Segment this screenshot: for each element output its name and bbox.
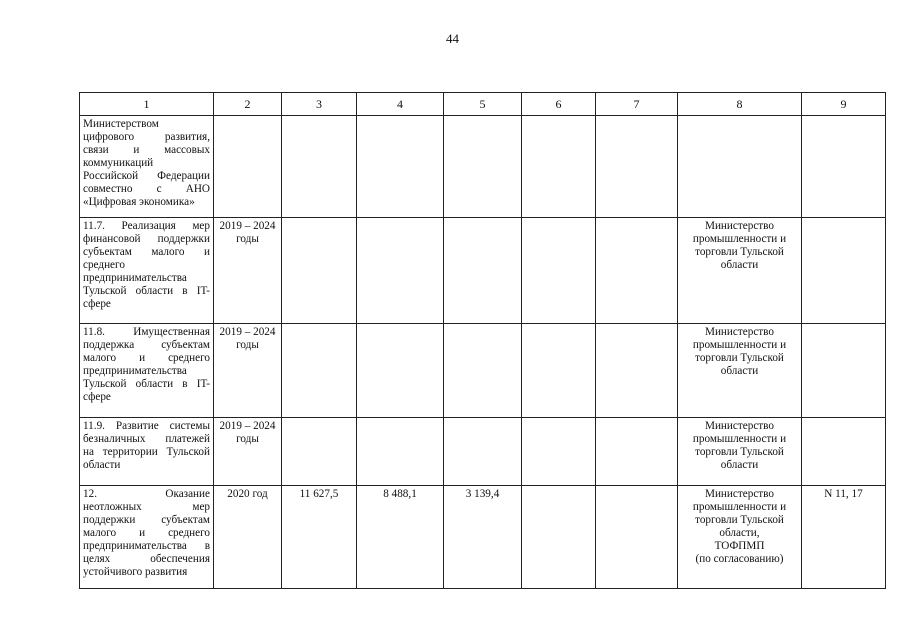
executor-cell xyxy=(678,218,802,324)
cell-line: коммуникаций xyxy=(83,157,154,169)
funding-col7-cell xyxy=(596,218,678,324)
period-cell xyxy=(214,218,282,324)
measure-name-cell xyxy=(80,418,214,486)
cell-line: сфере xyxy=(83,391,111,403)
funding-col5-cell xyxy=(444,116,522,218)
total-funding-cell xyxy=(282,418,357,486)
header-cell: 4 xyxy=(357,93,444,116)
cell-line: 2020 год xyxy=(227,488,268,500)
cell-line: Российской Федерации xyxy=(83,170,210,182)
cell-line: 11.8. Имущественная xyxy=(83,326,210,338)
funding-col7-cell xyxy=(596,116,678,218)
table-row xyxy=(80,418,886,486)
header-cell: 6 xyxy=(522,93,596,116)
cell-line: совместно с АНО xyxy=(83,183,210,195)
cell-line: Министерство xyxy=(705,420,774,432)
total-funding-cell xyxy=(282,218,357,324)
cell-line: предпринимательства xyxy=(83,272,187,284)
cell-line: области xyxy=(720,365,759,377)
cell-line: промышленности и xyxy=(692,501,787,513)
funding-col5-cell xyxy=(444,218,522,324)
period-cell xyxy=(214,116,282,218)
cell-line: сфере xyxy=(83,298,111,310)
funding-col6-cell xyxy=(522,324,596,418)
table-body xyxy=(80,116,886,589)
cell-line: 2019 – 2024 xyxy=(219,326,276,338)
indicator-cell xyxy=(802,324,886,418)
funding-col6-cell xyxy=(522,218,596,324)
cell-line: Министерством xyxy=(83,118,159,130)
cell-line: поддержки субъектам xyxy=(83,514,210,526)
cell-line: связи и массовых xyxy=(83,144,210,156)
cell-line: ТОФПМП xyxy=(714,540,765,552)
cell-line: среднего xyxy=(83,259,125,271)
header-cell: 2 xyxy=(214,93,282,116)
measure-name-cell xyxy=(80,218,214,324)
cell-line: целях обеспечения xyxy=(83,553,210,565)
cell-line: неотложных мер xyxy=(83,501,210,513)
cell-line: финансовой поддержки xyxy=(83,233,210,245)
measure-name-cell xyxy=(80,324,214,418)
measure-name-cell xyxy=(80,486,214,589)
executor-cell xyxy=(678,116,802,218)
header-cell: 3 xyxy=(282,93,357,116)
cell-line: годы xyxy=(236,339,259,351)
period-cell xyxy=(214,324,282,418)
funding-col7-cell xyxy=(596,486,678,589)
indicator-cell xyxy=(802,418,886,486)
measures-table xyxy=(79,92,886,589)
cell-line: субъектам малого и xyxy=(83,246,210,258)
funding-col7-cell xyxy=(596,324,678,418)
total-funding-cell: 11 627,5 xyxy=(282,486,357,589)
executor-cell xyxy=(678,418,802,486)
header-cell: 1 xyxy=(80,93,214,116)
funding-col4-cell xyxy=(357,116,444,218)
executor-cell xyxy=(678,324,802,418)
cell-line: устойчивого развития xyxy=(83,566,188,578)
indicator-cell xyxy=(802,116,886,218)
funding-col5-cell xyxy=(444,418,522,486)
cell-line: промышленности и xyxy=(692,339,787,351)
table-row xyxy=(80,116,886,218)
period-cell xyxy=(214,486,282,589)
cell-line: на территории Тульской xyxy=(83,446,210,458)
measure-name-cell xyxy=(80,116,214,218)
header-cell: 8 xyxy=(678,93,802,116)
cell-line: предпринимательства в xyxy=(83,540,210,552)
cell-line: поддержка субъектам xyxy=(83,339,210,351)
funding-col6-cell xyxy=(522,116,596,218)
cell-line: промышленности и xyxy=(692,233,787,245)
cell-line: 2019 – 2024 xyxy=(219,220,276,232)
header-cell: 5 xyxy=(444,93,522,116)
cell-line: торговли Тульской xyxy=(695,352,784,364)
period-cell xyxy=(214,418,282,486)
cell-line: промышленности и xyxy=(692,433,787,445)
funding-col6-cell xyxy=(522,486,596,589)
cell-line: малого и среднего xyxy=(83,352,210,364)
header-cell: 9 xyxy=(802,93,886,116)
cell-line: предпринимательства xyxy=(83,365,187,377)
table-row xyxy=(80,324,886,418)
cell-line: «Цифровая экономика» xyxy=(83,196,195,208)
cell-line: цифрового развития, xyxy=(83,131,210,143)
table-row xyxy=(80,218,886,324)
cell-line: области xyxy=(720,259,759,271)
cell-line: торговли Тульской xyxy=(695,246,784,258)
cell-line: торговли Тульской xyxy=(695,446,784,458)
table-row xyxy=(80,486,886,589)
table-header-row xyxy=(80,93,886,116)
total-funding-cell xyxy=(282,116,357,218)
cell-line: годы xyxy=(236,233,259,245)
cell-line: 11.9. Развитие системы xyxy=(83,420,210,432)
indicator-cell xyxy=(802,218,886,324)
header-cell: 7 xyxy=(596,93,678,116)
cell-line: 12. Оказание xyxy=(83,488,210,500)
cell-line: области xyxy=(83,459,121,471)
cell-line: безналичных платежей xyxy=(83,433,210,445)
funding-col7-cell xyxy=(596,418,678,486)
total-funding-cell xyxy=(282,324,357,418)
page-number: 44 xyxy=(446,31,459,46)
funding-col5-cell: 3 139,4 xyxy=(444,486,522,589)
funding-col4-cell xyxy=(357,418,444,486)
cell-line: Тульской области в IT- xyxy=(83,285,210,297)
cell-line: торговли Тульской xyxy=(695,514,784,526)
funding-col4-cell xyxy=(357,218,444,324)
cell-line: области, xyxy=(719,527,760,539)
cell-line: Министерство xyxy=(705,220,774,232)
indicator-cell: N 11, 17 xyxy=(802,486,886,589)
cell-line: Тульской области в IT- xyxy=(83,378,210,390)
cell-line: малого и среднего xyxy=(83,527,210,539)
funding-col4-cell xyxy=(357,324,444,418)
cell-line: годы xyxy=(236,433,259,445)
cell-line: Министерство xyxy=(705,488,774,500)
cell-line: Министерство xyxy=(705,326,774,338)
funding-col5-cell xyxy=(444,324,522,418)
cell-line: 2019 – 2024 xyxy=(219,420,276,432)
cell-line: 11.7. Реализация мер xyxy=(83,220,210,232)
funding-col4-cell: 8 488,1 xyxy=(357,486,444,589)
executor-cell xyxy=(678,486,802,589)
funding-col6-cell xyxy=(522,418,596,486)
cell-line: (по согласованию) xyxy=(695,553,784,565)
cell-line: области xyxy=(720,459,759,471)
